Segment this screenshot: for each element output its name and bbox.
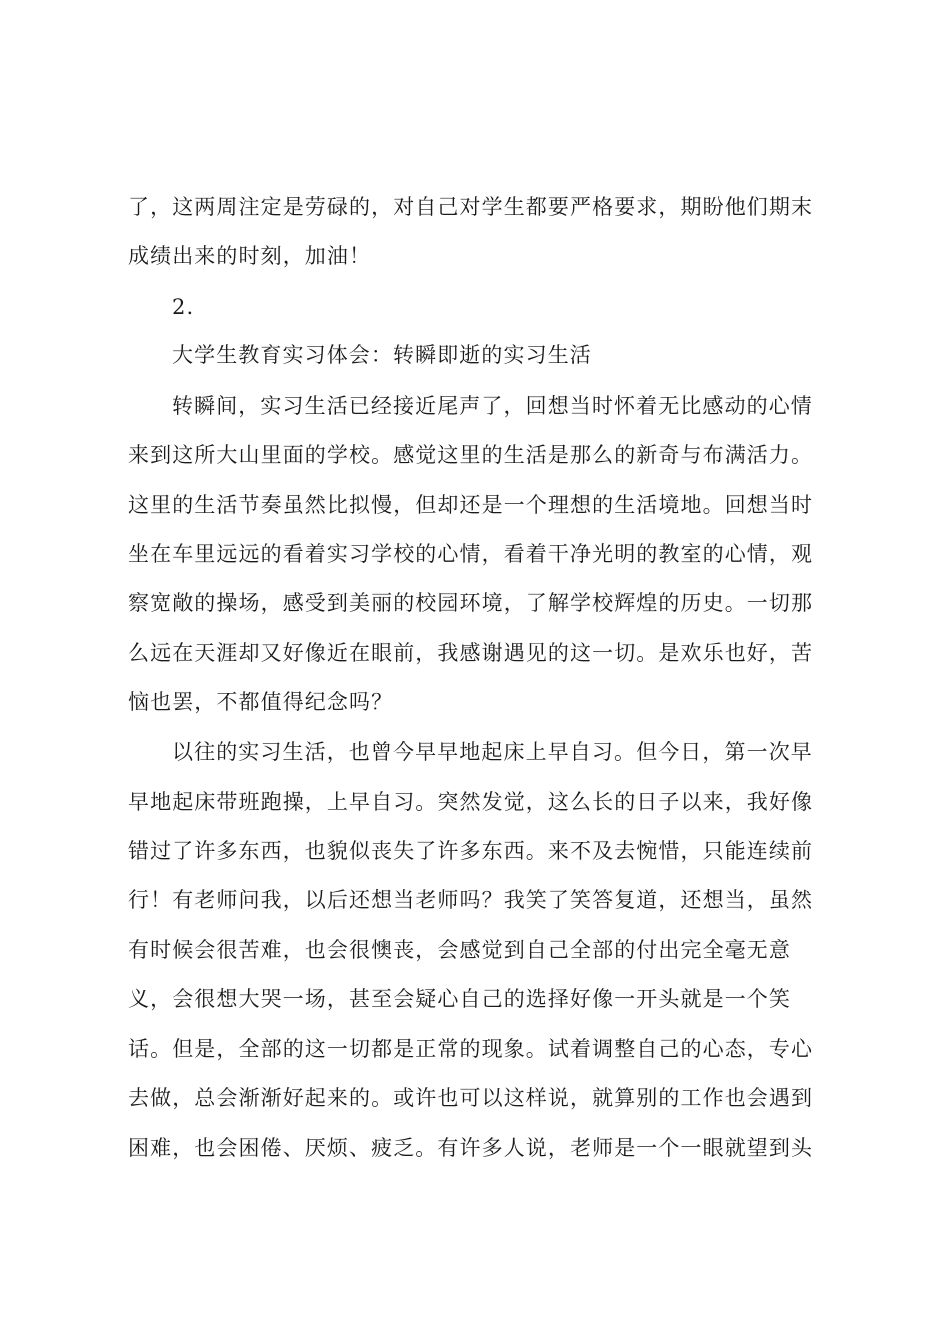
text-line: 坐在车里远远的看着实习学校的心情，看着干净光明的教室的心情，观 [128, 542, 814, 566]
text-line: 义，会很想大哭一场，甚至会疑心自己的选择好像一开头就是一个笑 [128, 987, 791, 1011]
text-line: 成绩出来的时刻，加油！ [128, 244, 372, 268]
text-line: 转瞬间，实习生活已经接近尾声了，回想当时怀着无比感动的心情 [172, 394, 813, 418]
text-line: 么远在天涯却又好像近在眼前，我感谢遇见的这一切。是欢乐也好，苦 [128, 641, 814, 665]
text-line: 来到这所大山里面的学校。感觉这里的生活是那么的新奇与布满活力。 [128, 443, 814, 467]
text-line: 话。但是，全部的这一切都是正常的现象。试着调整自己的心态，专心 [128, 1037, 814, 1061]
text-line: 恼也罢，不都值得纪念吗？ [128, 690, 394, 714]
section-number: 2. [172, 295, 195, 319]
text-line: 了，这两周注定是劳碌的，对自己对学生都要严格要求，期盼他们期末 [128, 195, 814, 219]
section-title: 大学生教育实习体会：转瞬即逝的实习生活 [172, 343, 592, 367]
text-line: 以往的实习生活，也曾今早早地起床上早自习。但今日，第一次早 [172, 740, 813, 764]
text-line: 早地起床带班跑操，上早自习。突然发觉，这么长的日子以来，我好像 [128, 790, 814, 814]
text-line: 有时候会很苦难，也会很懊丧，会感觉到自己全部的付出完全毫无意 [128, 938, 791, 962]
text-line: 错过了许多东西，也貌似丧失了许多东西。来不及去惋惜，只能连续前 [128, 839, 814, 863]
text-line: 察宽敞的操场，感受到美丽的校园环境，了解学校辉煌的历史。一切那 [128, 591, 814, 615]
text-line: 去做，总会渐渐好起来的。或许也可以这样说，就算别的工作也会遇到 [128, 1086, 814, 1110]
text-line: 行！有老师问我，以后还想当老师吗？我笑了笑答复道，还想当，虽然 [128, 888, 814, 912]
text-line: 这里的生活节奏虽然比拟慢，但却还是一个理想的生活境地。回想当时 [128, 493, 814, 517]
text-line: 困难，也会困倦、厌烦、疲乏。有许多人说，老师是一个一眼就望到头 [128, 1136, 814, 1160]
